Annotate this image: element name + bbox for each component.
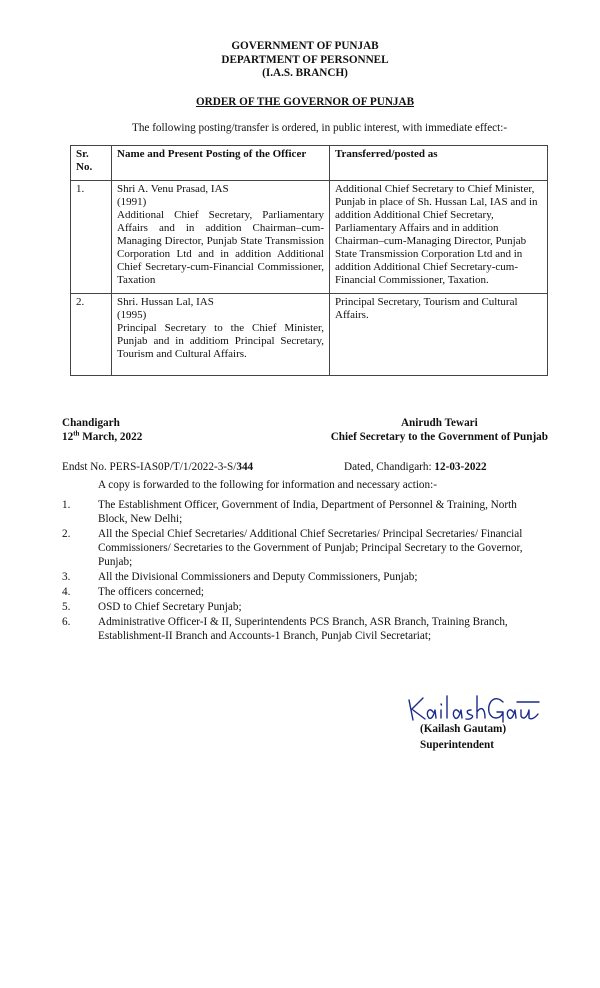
table-row <box>71 293 548 375</box>
date-rest: March, 2022 <box>79 430 143 443</box>
endst-number: Endst No. PERS-IAS0P/T/1/2022-3-S/344 <box>62 460 254 473</box>
list-item: 1. The Establishment Officer, Government of India, Department of Personnel & Training, North Block, New Delhi; <box>62 498 517 525</box>
department-heading: DEPARTMENT OF PERSONNEL <box>221 53 389 66</box>
place-date <box>62 416 142 444</box>
row-posted-as: Principal Secretary, Tourism and Cultural Affairs. <box>330 293 548 375</box>
superintendent-name: (Kailash Gautam) <box>420 723 507 735</box>
row-officer <box>112 293 330 375</box>
header-sr-no: Sr. No. <box>71 145 112 180</box>
row-sr: 2. <box>71 293 112 375</box>
superintendent-designation: Superintendent <box>420 739 494 751</box>
signer-title: Chief Secretary to the Government of Punjab <box>330 430 548 443</box>
table-row <box>71 180 548 293</box>
officer-present-posting: Principal Secretary to the Chief Minister, Punjab and in additiom Principal Secretary, Tourism and Cultural Affairs. <box>117 321 324 360</box>
header-name-posting: Name and Present Posting of the Officer <box>112 145 330 180</box>
row-officer <box>112 180 330 293</box>
signoff-block <box>62 416 548 448</box>
government-heading: GOVERNMENT OF PUNJAB <box>231 40 379 52</box>
officer-batch: (1995) <box>117 308 147 321</box>
date-sup: th <box>73 428 80 437</box>
chief-secretary-sign <box>331 416 548 444</box>
endst-dated: Dated, Chandigarh: 12-03-2022 <box>344 460 487 473</box>
list-item: 4. The officers concerned; <box>62 585 205 598</box>
intro-paragraph: The following posting/transfer is ordered, in public interest, with immediate effect:- <box>132 121 508 134</box>
posting-table <box>70 145 548 376</box>
list-item: 6. Administrative Officer-I & II, Superintendents PCS Branch, ASR Branch, Training Branch, Establishment-II Branch and Accounts-1 Branch, Punjab Civil Secretariat; <box>62 615 508 642</box>
order-title: ORDER OF THE GOVERNOR OF PUNJAB <box>195 95 415 108</box>
list-item: 3. All the Divisional Commissioners and Deputy Commissioners, Punjab; <box>62 570 418 583</box>
officer-batch: (1991) <box>117 195 147 208</box>
officer-name: Shri A. Venu Prasad, IAS <box>117 182 229 195</box>
list-item: 5. OSD to Chief Secretary Punjab; <box>62 600 242 613</box>
distribution-list <box>62 498 548 643</box>
signer-name: Anirudh Tewari <box>400 416 478 429</box>
header-transferred: Transferred/posted as <box>330 145 548 180</box>
order-date <box>62 430 142 444</box>
handwritten-signature <box>405 692 540 724</box>
row-posted-as: Additional Chief Secretary to Chief Minister, Punjab in place of Sh. Hussan Lal, IAS and in addition Additional Chief Secretary, Parliamentary Affairs and in addition Chairman–cum-Managing Director, Punjab State Transmission Corporation Ltd and in addition Additional Chief Secretary-cum-Financial Commissioner, Taxation. <box>330 180 548 293</box>
officer-name: Shri. Hussan Lal, IAS <box>117 295 214 308</box>
branch-heading: (I.A.S. BRANCH) <box>262 67 348 79</box>
list-item: 2. All the Special Chief Secretaries/ Additional Chief Secretaries/ Principal Secretaries/ Financial Commissioners/ Secretaries to the Government of Punjab; Principal Secretary to the Governor, Punjab; <box>62 527 523 568</box>
date-day: 12 <box>62 430 74 443</box>
place: Chandigarh <box>62 416 120 429</box>
row-sr: 1. <box>71 180 112 293</box>
table-header-row <box>71 145 548 180</box>
endorsement-line <box>62 460 548 476</box>
document-page <box>62 40 548 644</box>
officer-present-posting: Additional Chief Secretary, Parliamentary Affairs and in addition Chairman–cum-Managing Director, Punjab State Transmission Corporation Ltd and in addition Additional Chief Secretary-cum-Financial Commissioner, Taxation <box>117 208 324 286</box>
copy-forward-line: A copy is forwarded to the following for information and necessary action:- <box>98 478 437 491</box>
